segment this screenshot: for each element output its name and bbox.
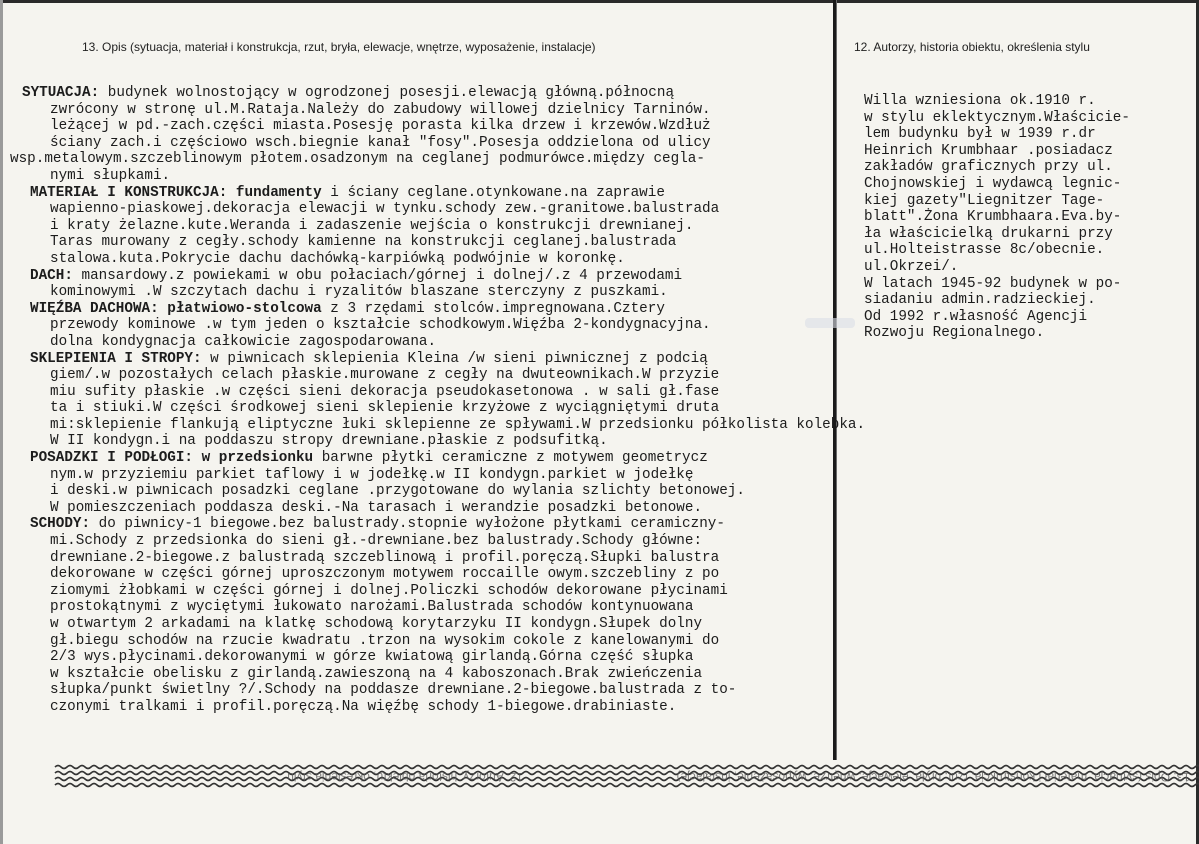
line-text: kominowymi .W szczytach dachu i ryzalitów blaszane sterczyny z puszkami. <box>50 284 668 301</box>
history-line: lem budynku był w 1939 r.dr <box>864 126 1096 143</box>
line-text: ziomymi żłobkami w części górnej i dolnej.Policzki schodów dekorowane płycinami <box>50 582 728 599</box>
description-line <box>10 334 840 351</box>
description-line <box>10 616 840 633</box>
line-text: i ściany ceglane.otynkowane.na zaprawie <box>321 184 665 201</box>
description-line <box>10 433 840 450</box>
line-text: wsp.metalowym.szczeblinowym płotem.osadzonym na ceglanej podmurówce.między cegla- <box>10 151 705 168</box>
line-text: wapienno-piaskowej.dekoracja elewacji w tynku.schody zew.-granitowe.balustrada <box>50 201 720 218</box>
left-border <box>0 0 3 844</box>
mirrored-header-12: 12. Autorzy, historia obiektu, określenia stylu <box>287 770 524 784</box>
history-line: Willa wzniesiona ok.1910 r. <box>864 93 1096 109</box>
description-line <box>10 566 840 583</box>
history-line: Rozwoju Regionalnego. <box>864 325 1045 342</box>
description-line <box>10 649 840 666</box>
history-line: ul.Holteistrasse 8c/obecnie. <box>864 242 1105 259</box>
line-text: ta i stiuki.W części środkowej sieni sklepienie krzyżowe z wyciągniętymi druta <box>50 400 720 417</box>
line-text: w piwnicach sklepienia Kleina /w sieni piwnicznej z podcią <box>201 350 708 367</box>
description-line <box>10 633 840 650</box>
description-line <box>10 317 840 334</box>
line-text: W II kondygn.i na poddaszu stropy drewniane.płaskie z podsufitką. <box>50 433 608 450</box>
description-line <box>10 500 840 517</box>
section-heading: SYTUACJA: <box>22 85 100 101</box>
history-line: zakładów graficznych przy ul. <box>864 159 1113 176</box>
description-line <box>10 483 840 500</box>
line-text: barwne płytki ceramiczne z motywem geometrycz <box>313 450 708 467</box>
description-line <box>10 185 840 202</box>
history-line: Heinrich Krumbhaar .posiadacz <box>864 142 1113 159</box>
description-line <box>10 168 840 185</box>
line-text: budynek wolnostojący w ogrodzonej posesji.elewacją główną.północną <box>99 85 675 101</box>
description-line <box>10 268 840 285</box>
description-line <box>10 682 840 699</box>
description-line <box>10 85 840 102</box>
line-text: słupka/punkt świetlny ?/.Schody na poddasze drewniane.2-biegowe.balustrada z to- <box>50 682 737 699</box>
mirrored-footer <box>230 770 1190 784</box>
description-line <box>10 467 840 484</box>
description-line <box>10 666 840 683</box>
history-line: Chojnowskiej i wydawcą legnic- <box>864 175 1122 192</box>
line-text: przewody kominowe .w tym jeden o kształcie schodkowym.Więźba 2-kondygnacyjna. <box>50 317 711 334</box>
description-line <box>10 351 840 368</box>
line-text: Taras murowany z cegły.schody kamienne na konstrukcji ceglanej.balustrada <box>50 234 677 251</box>
smudge-mark <box>805 318 855 328</box>
line-text: mansardowy.z powiekami w obu połaciach/górnej i dolnej/.z 4 przewodami <box>72 267 683 284</box>
line-text: drewniane.2-biegowe.z balustradą szczeblinową i profil.poręczą.Słupki balustra <box>50 549 720 566</box>
history-line: ła właścicielką drukarni przy <box>864 225 1113 242</box>
description-line <box>10 450 840 467</box>
description-text <box>10 85 866 716</box>
history-text <box>864 93 1194 342</box>
mirrored-header-13: 13. Opis (sytuacja, materiał i konstrukcja, rzut, bryła, elewacje, wnętrze, wyposażenie, instalacje) <box>676 770 1190 784</box>
line-text: i kraty żelazne.kute.Weranda i zadaszenie wejścia o konstrukcji drewnianej. <box>50 217 694 234</box>
history-line: w stylu eklektycznym.Właściciе- <box>864 109 1130 126</box>
description-line <box>10 367 840 384</box>
line-text: stalowa.kuta.Pokrycie dachu dachówką-karpiówką podwójnie w koronkę. <box>50 250 625 267</box>
section-heading: SCHODY: <box>30 516 91 533</box>
line-text: do piwnicy-1 biegowe.bez balustrady.stopnie wyłożone płytkami ceramiczny- <box>90 516 725 533</box>
section-heading: POSADZKI I PODŁOGI: w przedsionku <box>30 450 314 467</box>
line-text: zwrócony w stronę ul.M.Rataja.Należy do zabudowy willowej dzielnicy Tarninów. <box>50 101 711 118</box>
line-text: gł.biegu schodów na rzucie kwadratu .trzon na wysokim cokole z kanelowanymi do <box>50 632 720 649</box>
line-text: W pomieszczeniach poddasza deski.-Na tarasach i werandzie posadzki betonowe. <box>50 499 703 516</box>
line-text: i deski.w piwnicach posadzki ceglane .przygotowane do wylania szlichty betonowej. <box>50 483 745 500</box>
description-line <box>10 284 840 301</box>
description-line <box>10 201 840 218</box>
history-line: siadaniu admin.radzieckiej. <box>864 292 1096 309</box>
line-text: w otwartym 2 arkadami na klatkę schodową korytarzyku II kondygn.Słupek dolny <box>50 616 703 632</box>
line-text: nym.w przyziemiu parkiet taflowy i w jodełkę.w II kondygn.parkiet w jodełkę <box>50 466 694 483</box>
line-text: w kształcie obelisku z girlandą.zawieszoną na 4 kaboszonach.Brak zwieńczenia <box>50 665 703 682</box>
history-line: kiej gazety"Liegnitzer Tage- <box>864 192 1105 209</box>
description-line <box>10 135 840 152</box>
description-line <box>10 583 840 600</box>
section-heading: DACH: <box>30 267 73 284</box>
description-line <box>10 234 840 251</box>
line-text: prostokątnymi z wyciętymi łukowato narożami.Balustrada schodów kontynuowana <box>50 599 694 616</box>
description-line <box>10 151 840 168</box>
description-line <box>10 699 840 716</box>
line-text: nymi słupkami. <box>50 167 171 184</box>
description-line <box>10 550 840 567</box>
description-line <box>10 301 840 318</box>
history-line: ul.Okrzei/. <box>864 258 959 275</box>
history-line: Od 1992 r.własność Agencji <box>864 308 1088 325</box>
section-heading: MATERIAŁ I KONSTRUKCJA: fundamenty <box>30 184 322 201</box>
line-text: dolna kondygnacja całkowicie zagospodarowana. <box>50 333 437 350</box>
section-12-header: 12. Autorzy, historia obiektu, określenia stylu <box>854 40 1090 54</box>
line-text: z 3 rzędami stolców.impregnowana.Cztery <box>321 300 665 317</box>
history-line: W latach 1945-92 budynek w po- <box>864 275 1122 292</box>
description-line <box>10 118 840 135</box>
line-text: miu sufity płaskie .w części sieni dekoracja pseudokasetonowa . w sali gł.fase <box>50 383 720 400</box>
description-line <box>10 516 840 533</box>
section-heading: SKLEPIENIA I STROPY: <box>30 350 202 367</box>
description-line <box>10 251 840 268</box>
line-text: mi:sklepienie flankują eliptyczne łuki sklepienne ze spływami.W przedsionku półkolista kolebka. <box>50 416 866 433</box>
description-line <box>10 102 840 119</box>
description-line <box>10 218 840 235</box>
description-line <box>10 533 840 550</box>
description-line <box>10 384 840 401</box>
description-line <box>10 400 840 417</box>
section-heading: WIĘŹBA DACHOWA: płatwiowo-stolcowa <box>30 300 322 317</box>
line-text: mi.Schody z przedsionka do sieni gł.-drewniane.bez balustrady.Schody główne: <box>50 533 703 550</box>
line-text: dekorowane w części górnej uproszczonym motywem roccaille owym.szczebliny z po <box>50 566 720 583</box>
description-line <box>10 599 840 616</box>
line-text: ściany zach.i częściowo wsch.biegnie kanał "fosy".Posesja oddzielona od ulicy <box>50 134 711 151</box>
description-line <box>10 416 866 434</box>
line-text: leżącej w pd.-zach.części miasta.Posesję porasta kilka drzew i krzewów.Wzdłuż <box>50 118 711 135</box>
top-border <box>0 0 1199 3</box>
line-text: giem/.w pozostałych celach płaskie.murowane z cegły na dwuteownikach.W przyzie <box>50 367 720 384</box>
section-13-header: 13. Opis (sytuacja, materiał i konstrukcja, rzut, bryła, elewacje, wnętrze, wyposażenie, instalacje) <box>82 40 596 54</box>
line-text: czonymi tralkami i profil.poręczą.Na więźbę schody 1-biegowe.drabiniaste. <box>50 698 677 715</box>
line-text: 2/3 wys.płycinami.dekorowanymi w górze kwiatową girlandą.Górna część słupka <box>50 649 694 666</box>
history-line: blatt".Żona Krumbhaara.Eva.by- <box>864 209 1122 226</box>
